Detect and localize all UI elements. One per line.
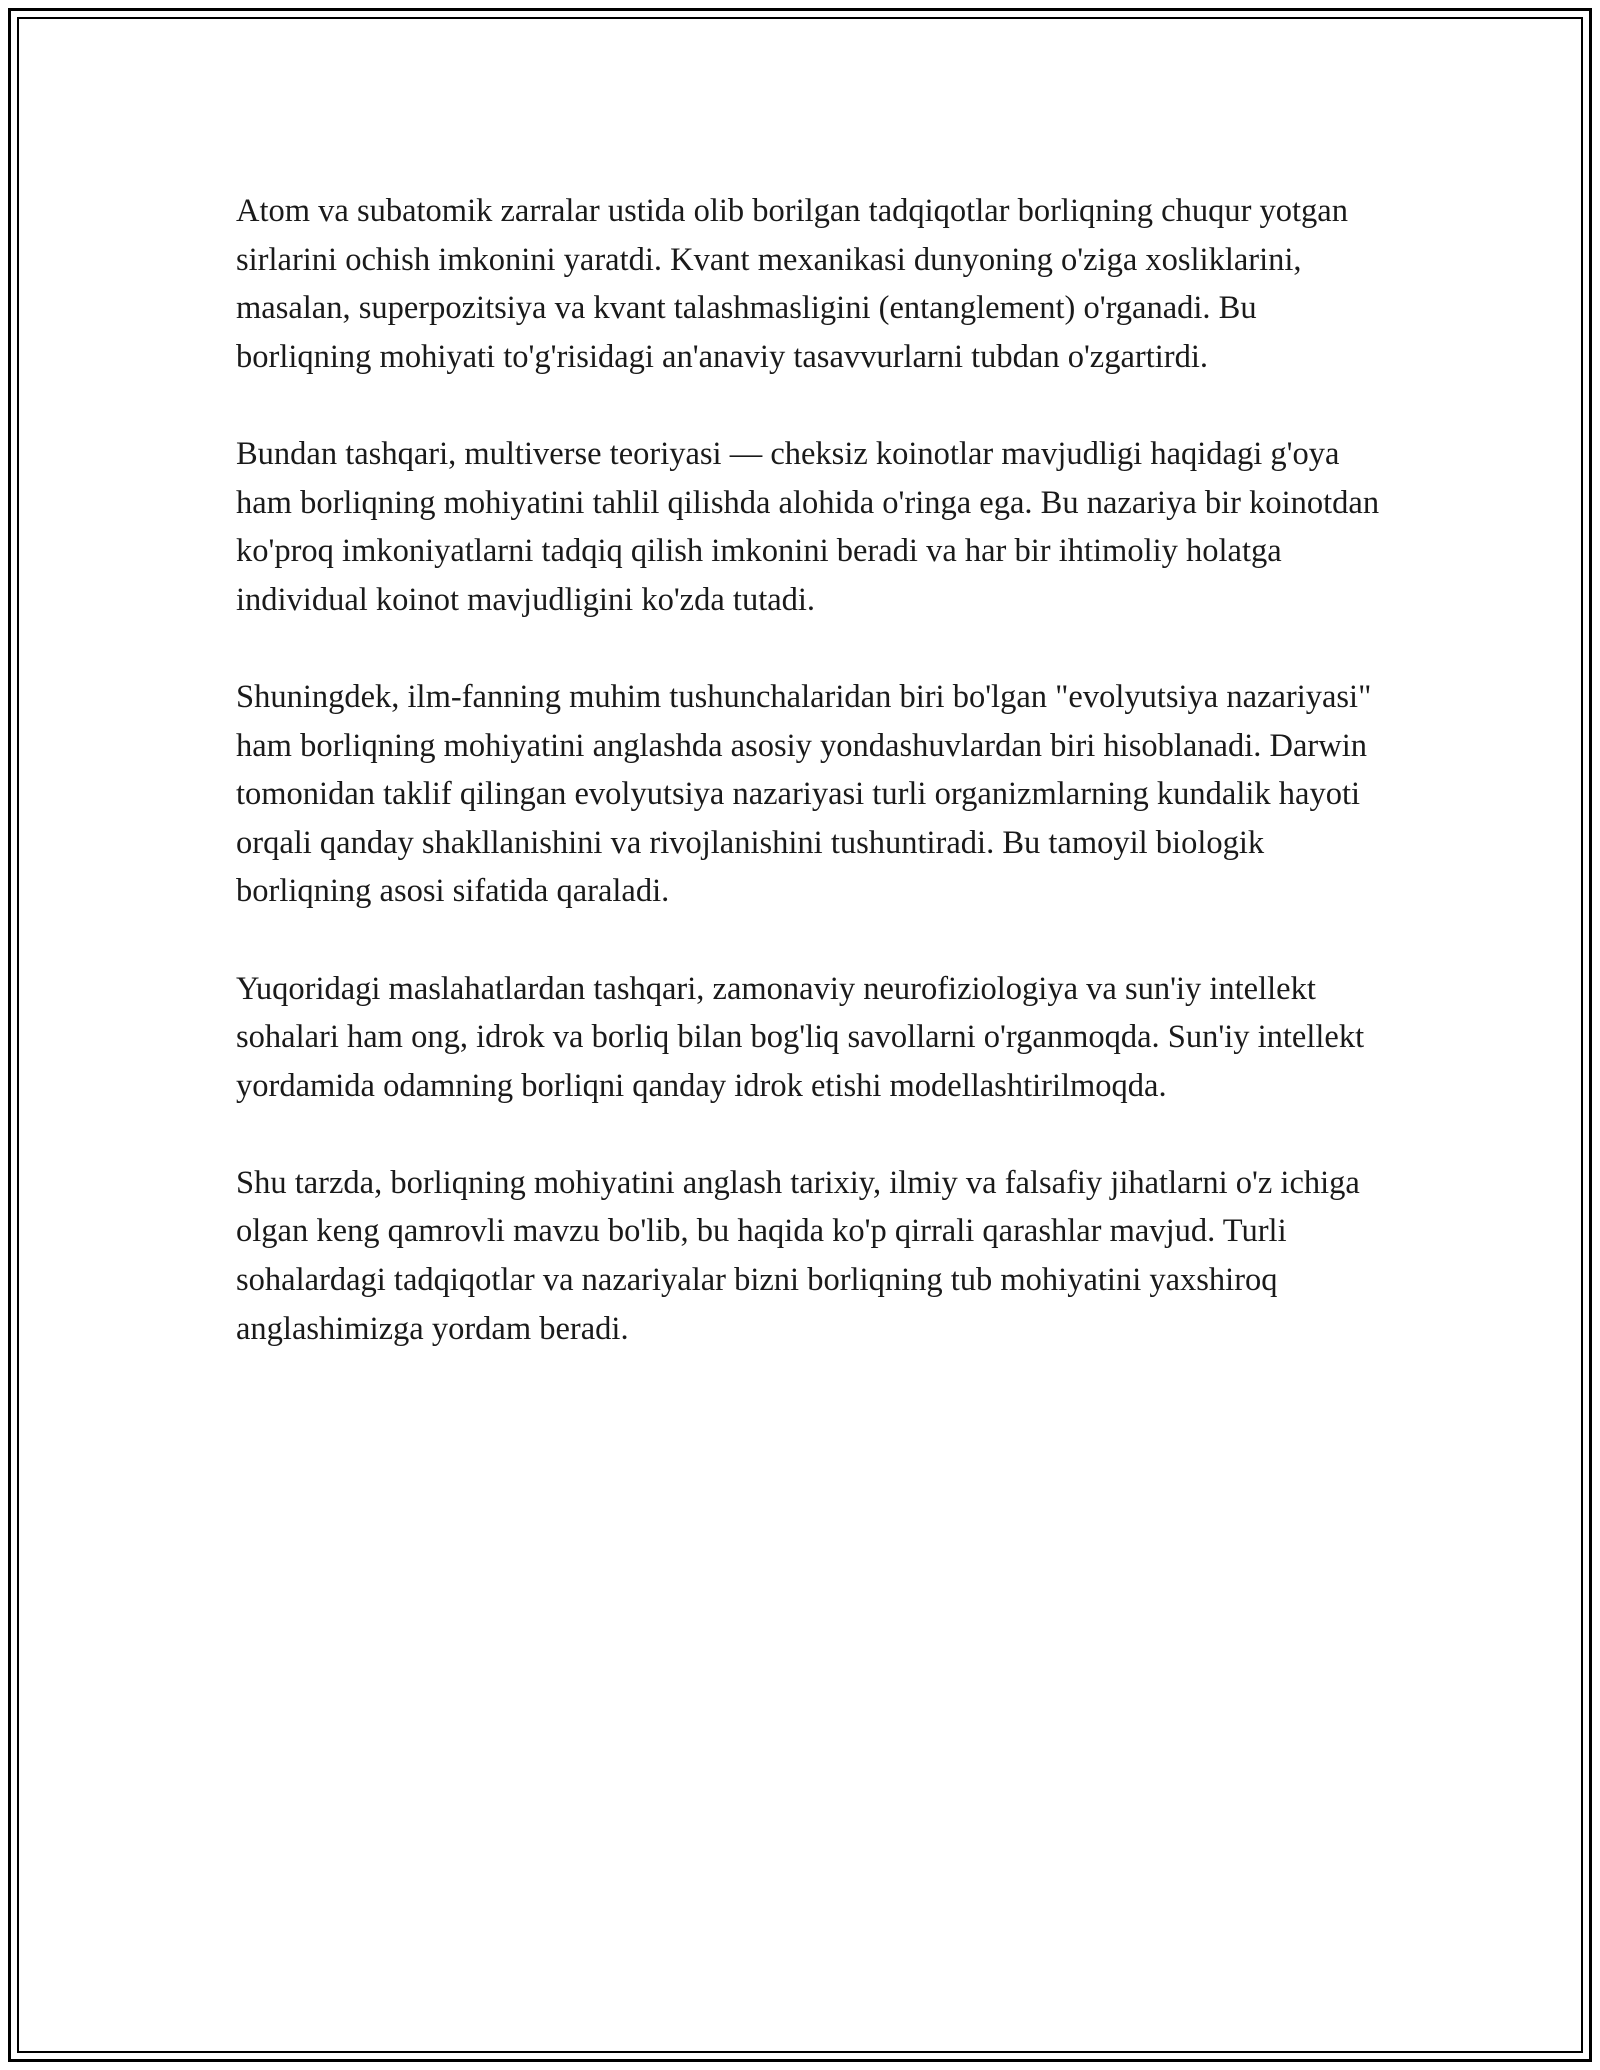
paragraph-conclusion: Shu tarzda, borliqning mohiyatini anglash tarixiy, ilmiy va falsafiy jihatlarni o'z ichiga olgan keng qamrovli mavzu bo'lib, bu haqida ko'p qirrali qarashlar mavjud. Turli sohalardagi tadqiqotlar va nazariyalar bizni borliqning tub mohiyatini yaxshiroq anglashimizga yordam beradi. xyxy=(236,1164,1360,1347)
paragraph-evolution: Shuningdek, ilm-fanning muhim tushunchalaridan biri bo'lgan "evolyutsiya nazariyasi" ham borliqning mohiyatini anglashda asosiy yondashuvlardan biri hisoblanadi. Darwin tomonidan taklif qilingan evolyutsiya nazariyasi turli organizmlarning kundalik hayoti orqali qanday shakllanishini va rivojlanishini tushuntiradi. Bu tamoyil biologik borliqning asosi sifatida qaraladi. xyxy=(236,678,1372,910)
paragraph-quantum: Atom va subatomik zarralar ustida olib borilgan tadqiqotlar borliqning chuqur yotgan sirlarini ochish imkonini yaratdi. Kvant mexanikasi dunyoning o'ziga xosliklarini, masalan, superpozitsiya va kvant talashmasligini (entanglement) o'rganadi. Bu borliqning mohiyati to'g'risidagi an'anaviy tasavvurlarni tubdan o'zgartirdi. xyxy=(236,193,1348,375)
document-body xyxy=(236,187,1386,1353)
paragraph-neuroscience-ai: Yuqoridagi maslahatlardan tashqari, zamonaviy neurofiziologiya va sun'iy intellekt sohalari ham ong, idrok va borliq bilan bog'liq savollarni o'rganmoqda. Sun'iy intellekt yordamida odamning borliqni qanday idrok etishi modellashtirilmoqda. xyxy=(236,970,1365,1104)
paragraph-multiverse: Bundan tashqari, multiverse teoriyasi — cheksiz koinotlar mavjudligi haqidagi g'oya ham borliqning mohiyatini tahlil qilishda alohida o'ringa ega. Bu nazariya bir koinotdan ko'proq imkoniyatlarni tadqiq qilish imkonini beradi va har bir ihtimoliy holatga individual koinot mavjudligini ko'zda tutadi. xyxy=(236,435,1380,618)
